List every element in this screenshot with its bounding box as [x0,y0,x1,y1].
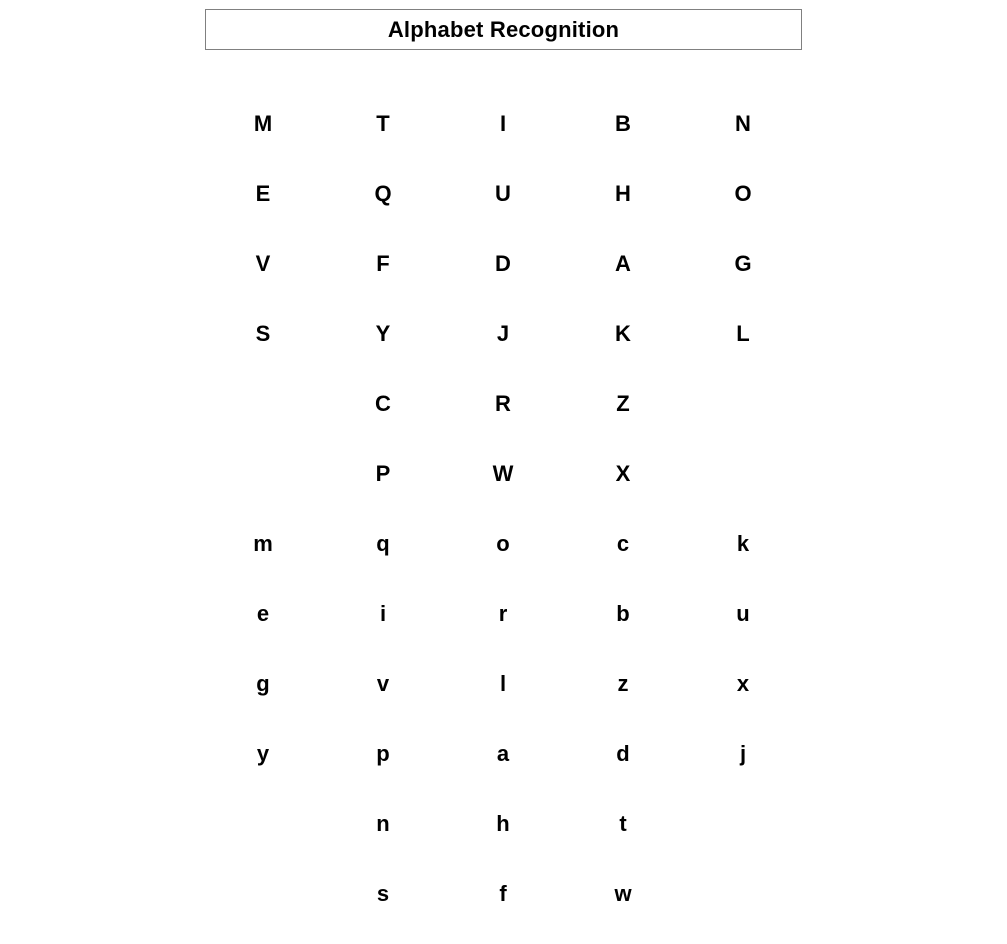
letter-cell: w [614,881,632,906]
letter-cell: C [375,391,391,416]
letter-cell: R [495,391,511,416]
letter-cell: Q [374,181,392,206]
letter-cell: j [739,741,747,766]
letter-cell: a [496,741,510,766]
letter-cell: e [256,601,270,626]
letter-cell: P [375,461,391,486]
letter-cell: n [376,811,390,836]
letter-cell: i [379,601,387,626]
letter-cell: z [617,671,629,696]
letter-cell: O [734,181,752,206]
letter-cell: y [256,741,270,766]
letter-cell: Y [375,321,391,346]
letter-cell: Z [616,391,630,416]
letter-cell: U [495,181,511,206]
letter-cell: d [616,741,630,766]
letter-cell: k [736,531,750,556]
letter-cell: E [255,181,271,206]
letter-cell: s [376,881,390,906]
letter-cell: G [734,251,752,276]
letter-cell: l [499,671,507,696]
letter-cell: I [499,111,507,136]
letter-cell: t [619,811,627,836]
letter-cell: g [256,671,270,696]
letter-cell: S [255,321,271,346]
letter-cell: W [492,461,514,486]
letter-cell: V [255,251,271,276]
letter-cell: c [616,531,630,556]
page-title: Alphabet Recognition [205,9,802,50]
letter-cell: x [736,671,750,696]
letter-cell: b [616,601,630,626]
letter-cell: h [496,811,510,836]
letter-cell: A [615,251,631,276]
letter-cell: H [615,181,631,206]
letter-cell: v [376,671,390,696]
letter-cell: D [495,251,511,276]
letter-cell: K [615,321,631,346]
letter-cell: M [253,111,273,136]
letter-cell: m [253,531,273,556]
letter-cell: p [376,741,390,766]
letter-cell: u [736,601,750,626]
letter-cell: f [499,881,507,906]
letter-cell: T [376,111,390,136]
letter-cell: r [498,601,508,626]
letter-cell: X [615,461,631,486]
letter-cell: B [615,111,631,136]
letter-cell: N [735,111,751,136]
letter-cell: F [376,251,390,276]
letter-cell: L [736,321,750,346]
letter-cell: J [496,321,510,346]
letter-cell: q [376,531,390,556]
letter-cell: o [496,531,510,556]
